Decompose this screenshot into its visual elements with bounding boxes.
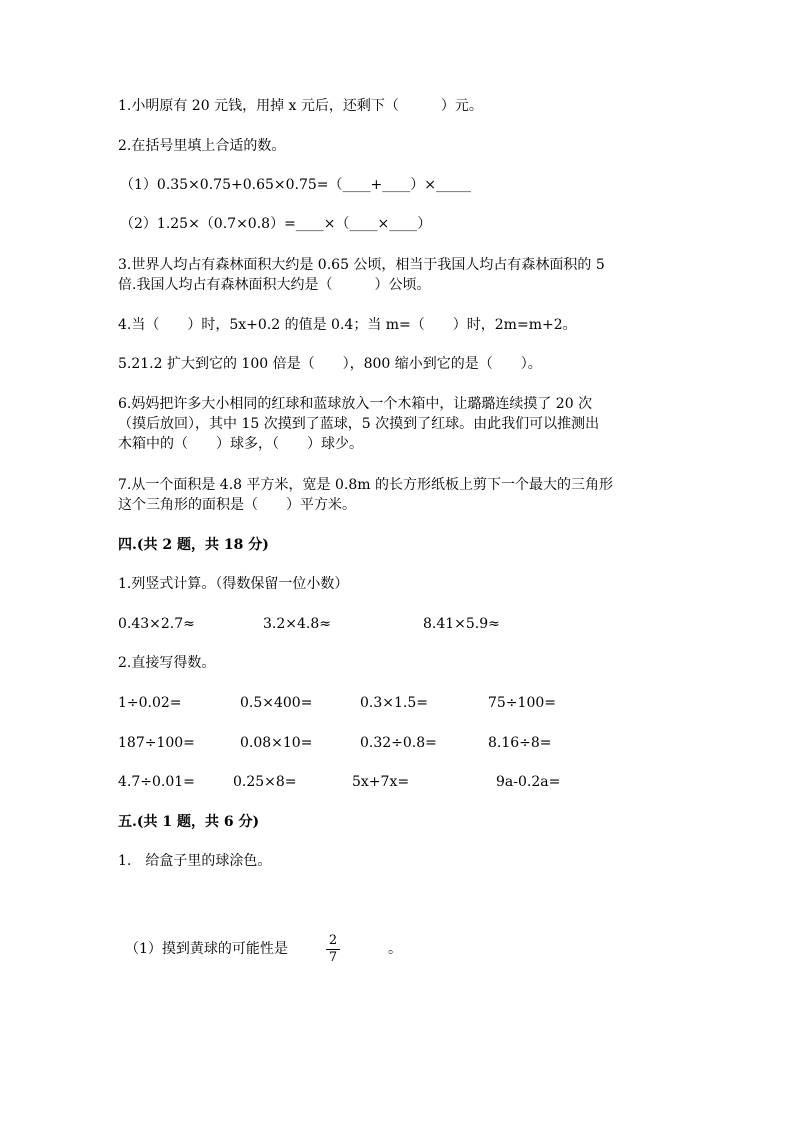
section-5-part-1-label: （1）摸到黄球的可能性是 <box>125 941 288 957</box>
question-7-line-2: 这个三角形的面积是（ ）平方米。 <box>118 497 356 513</box>
mental-calc-item: 0.25×8= <box>233 774 297 790</box>
mental-calc-item: 75÷100= <box>488 695 556 711</box>
question-7-line-1: 7.从一个面积是 4.8 平方米，宽是 0.8m 的长方形纸板上剪下一个最大的三角形 <box>118 477 613 493</box>
mental-calc-item: 5x+7x= <box>352 774 410 790</box>
question-4: 4.当（ ）时，5x+0.2 的值是 0.4；当 m=（ ）时，2m=m+2。 <box>118 317 577 333</box>
probability-fraction <box>326 934 340 965</box>
mental-calc-item: 0.08×10= <box>240 735 313 751</box>
vertical-calc-item: 8.41×5.9≈ <box>423 616 500 632</box>
section-4-question-2-stem: 2.直接写得数。 <box>118 655 216 671</box>
section-5-title: 五.(共 1 题，共 6 分) <box>118 814 260 830</box>
question-6-line-3: 木箱中的（ ）球多，（ ）球少。 <box>118 436 363 452</box>
question-5: 5.21.2 扩大到它的 100 倍是（ ），800 缩小到它的是（ ）。 <box>118 356 542 372</box>
question-3-line-2: 倍.我国人均占有森林面积大约是（ ）公顷。 <box>118 277 431 293</box>
question-3-line-1: 3.世界人均占有森林面积大约是 0.65 公顷，相当于我国人均占有森林面积的 5 <box>118 257 605 273</box>
section-5-part-1-end: 。 <box>388 941 402 957</box>
mental-calc-item: 0.5×400= <box>240 695 313 711</box>
question-2-part-1: （1）0.35×0.75+0.65×0.75=（____+____）×_____ <box>120 177 471 193</box>
fraction-numerator: 2 <box>328 933 338 948</box>
vertical-calc-item: 3.2×4.8≈ <box>263 616 331 632</box>
mental-calc-item: 4.7÷0.01= <box>118 774 195 790</box>
mental-calc-item: 9a-0.2a= <box>496 774 561 790</box>
mental-calc-item: 1÷0.02= <box>118 695 182 711</box>
mental-calc-item: 0.32÷0.8= <box>360 735 437 751</box>
question-1: 1.小明原有 20 元钱，用掉 x 元后，还剩下（ ）元。 <box>118 98 483 114</box>
question-2-part-2: （2）1.25×（0.7×0.8）=____×（____×____） <box>120 216 432 232</box>
section-5-question-1: 1. 给盒子里的球涂色。 <box>118 853 272 869</box>
question-6-line-1: 6.妈妈把许多大小相同的红球和蓝球放入一个木箱中，让璐璐连续摸了 20 次 <box>118 396 593 412</box>
question-6-line-2: （摸后放回），其中 15 次摸到了蓝球，5 次摸到了红球。由此我们可以推测出 <box>118 416 600 432</box>
fraction-denominator: 7 <box>328 950 338 965</box>
mental-calc-item: 8.16÷8= <box>488 735 552 751</box>
mental-calc-item: 187÷100= <box>118 735 195 751</box>
section-4-question-1-stem: 1.列竖式计算。（得数保留一位小数） <box>118 576 349 592</box>
section-4-title: 四.(共 2 题，共 18 分) <box>118 537 269 553</box>
vertical-calc-item: 0.43×2.7≈ <box>118 616 195 632</box>
mental-calc-item: 0.3×1.5= <box>360 695 428 711</box>
question-2-stem: 2.在括号里填上合适的数。 <box>118 138 286 154</box>
